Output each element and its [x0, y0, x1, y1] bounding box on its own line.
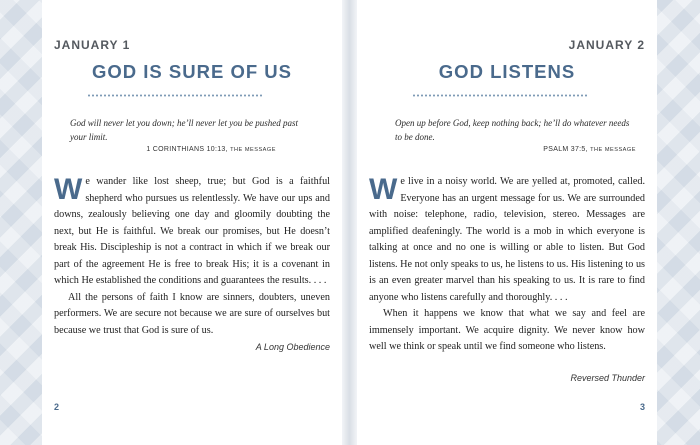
paragraph-text: e live in a noisy world. We are yelled at, promoted, called. Everyone has an urgent message for us. We are surrounded with noise: telephone, radio, television, stereo. Messages are amplified deafeningly. The world is a mob in which everyone is talking at once and no one is willing or able to listen. But God listens. He not only speaks to us, he listens to us. His listening to us is an even greater marvel than his speaking to us. It is rare to find anyone who listens carefully and thoroughly. . . . [369, 176, 645, 303]
citation-reference: 1 CORINTHIANS 10:13, [146, 146, 228, 153]
source-title: Reversed Thunder [570, 373, 645, 383]
scripture-epigraph: God will never let you down; he’ll never let you be pushed past your limit. [70, 118, 298, 142]
body-paragraph [369, 174, 645, 306]
devotional-body [369, 174, 645, 356]
drop-cap: W [369, 173, 398, 206]
paragraph-text: e wander like lost sheep, true; but God is a faithful shepherd who pursues us relentlessly. We have our ups and downs, zealously believing one day and gloomily doubting the next, but He is faithful. We break our promises, but He doesn’t break His. Discipleship is not a contract in which if we break our part of the agreement He is free to break His; it is a covenant in which He established the conditions and guarantees the results. . . . [54, 176, 330, 286]
citation-version: THE MESSAGE [590, 147, 636, 153]
page-number: 2 [54, 402, 60, 412]
scripture-citation [543, 146, 636, 153]
body-paragraph [54, 174, 330, 290]
scripture-epigraph: Open up before God, keep nothing back; he’ll do whatever needs to be done. [395, 118, 630, 142]
citation-reference: PSALM 37:5, [543, 146, 588, 153]
body-paragraph: All the persons of faith I know are sinners, doubters, uneven performers. We are secure not because we are sure of ourselves but because we trust that God is sure of us. [54, 291, 330, 336]
body-paragraph: When it happens we know that what we say and feel are immensely important. We acquire dignity. We never know how well we think or speak until we find someone who listens. [369, 308, 645, 352]
page-date: JANUARY 1 [54, 38, 131, 52]
page-title: GOD LISTENS [438, 61, 576, 82]
book-gutter [342, 0, 357, 445]
right-page [357, 0, 657, 445]
source-title: A Long Obedience [255, 342, 330, 352]
page-title: GOD IS SURE OF US [92, 61, 292, 82]
scripture-citation [146, 146, 276, 153]
devotional-body [54, 174, 330, 339]
drop-cap: W [54, 173, 83, 206]
left-page [42, 0, 342, 445]
page-number: 3 [639, 402, 645, 412]
dotted-divider [87, 94, 262, 97]
dotted-divider [412, 94, 587, 97]
citation-version: THE MESSAGE [230, 147, 276, 153]
page-date: JANUARY 2 [568, 38, 645, 52]
